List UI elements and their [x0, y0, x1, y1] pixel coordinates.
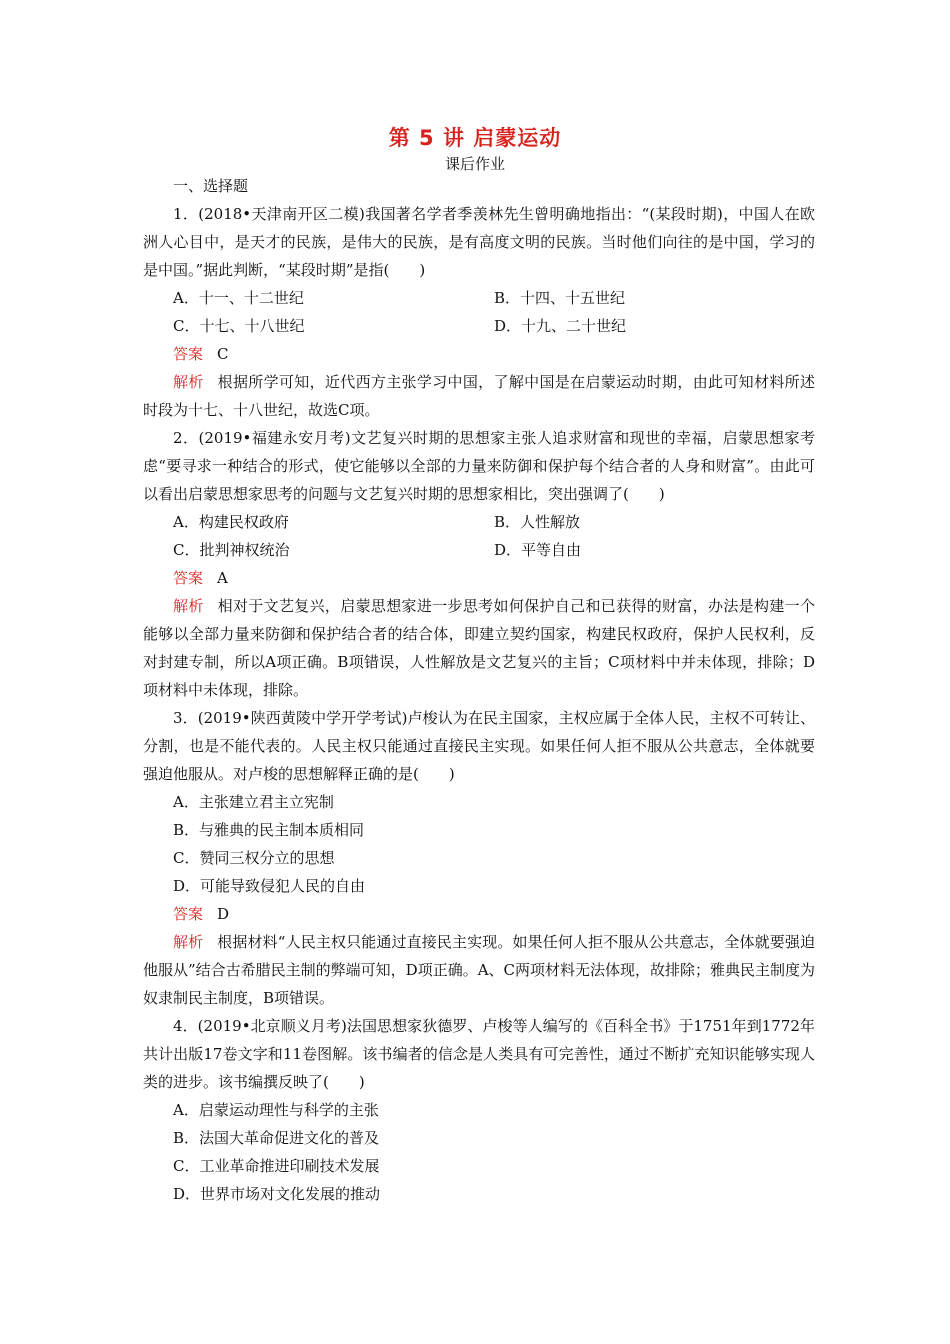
- option-c: C．工业革命推进印刷技术发展: [173, 1157, 380, 1175]
- answer-value: C: [217, 345, 229, 363]
- question-3-answer: [143, 900, 815, 928]
- answer-label: 答案: [173, 569, 204, 587]
- question-1-answer: [143, 340, 815, 368]
- analysis-label: 解析: [173, 933, 204, 951]
- option-b: B．人性解放: [494, 513, 581, 531]
- option-a: A．十一、十二世纪: [173, 289, 304, 307]
- analysis-text: 根据所学可知，近代西方主张学习中国，了解中国是在启蒙运动时期，由此可知材料所述时段为十七、十八世纪，故选C项。: [143, 373, 815, 419]
- section-heading: 一、选择题: [173, 177, 249, 195]
- question-3-stem: 3．(2019•陕西黄陵中学开学考试)卢梭认为在民主国家，主权应属于全体人民，主权不可转让、分割，也是不能代表的。人民主权只能通过直接民主实现。如果任何人拒不服从公共意志，全体就要强迫他服从。对卢梭的思想解释正确的是( ): [143, 709, 815, 783]
- option-d: D．十九、二十世纪: [494, 317, 627, 335]
- question-4-stem: 4．(2019•北京顺义月考)法国思想家狄德罗、卢梭等人编写的《百科全书》于1751年到1772年共计出版17卷文字和11卷图解。该书编者的信念是人类具有可完善性，通过不断扩充知识能够实现人类的进步。该书编撰反映了( ): [143, 1017, 815, 1091]
- question-1-options-row-2: [143, 312, 815, 340]
- option-d: D．可能导致侵犯人民的自由: [173, 877, 366, 895]
- question-2-options-row-2: [143, 536, 815, 564]
- analysis-label: 解析: [173, 597, 204, 615]
- page-subtitle: 课后作业: [444, 155, 505, 173]
- question-2-answer: [143, 564, 815, 592]
- option-a: A．构建民权政府: [173, 513, 289, 531]
- answer-label: 答案: [173, 345, 204, 363]
- option-b: B．法国大革命促进文化的普及: [173, 1129, 380, 1147]
- answer-value: D: [217, 905, 230, 923]
- option-d: D．平等自由: [494, 541, 582, 559]
- document-body: [143, 172, 815, 1208]
- answer-value: A: [217, 569, 228, 587]
- page-title: 第 5 讲 启蒙运动: [388, 126, 562, 150]
- option-c: C．赞同三权分立的思想: [173, 849, 335, 867]
- option-b: B．与雅典的民主制本质相同: [173, 821, 365, 839]
- option-c: C．十七、十八世纪: [173, 317, 305, 335]
- option-b: B．十四、十五世纪: [494, 289, 626, 307]
- option-a: A．主张建立君主立宪制: [173, 793, 334, 811]
- question-1-analysis: [143, 368, 815, 424]
- question-3-analysis: [143, 928, 815, 1012]
- analysis-text: 相对于文艺复兴，启蒙思想家进一步思考如何保护自己和已获得的财富，办法是构建一个能够以全部力量来防御和保护结合者的结合体，即建立契约国家，构建民权政府，保护人民权利，反对封建专制，所以A项正确。B项错误，人性解放是文艺复兴的主旨；C项材料中并未体现，排除；D项材料中未体现，排除。: [143, 597, 815, 699]
- question-2-analysis: [143, 592, 815, 704]
- analysis-label: 解析: [173, 373, 204, 391]
- question-2-stem: 2．(2019•福建永安月考)文艺复兴时期的思想家主张人追求财富和现世的幸福，启蒙思想家考虑“要寻求一种结合的形式，使它能够以全部的力量来防御和保护每个结合者的人身和财富”。由此可以看出启蒙思想家思考的问题与文艺复兴时期的思想家相比，突出强调了( ): [143, 429, 815, 503]
- option-c: C．批判神权统治: [173, 541, 290, 559]
- option-a: A．启蒙运动理性与科学的主张: [173, 1101, 379, 1119]
- analysis-text: 根据材料“人民主权只能通过直接民主实现。如果任何人拒不服从公共意志，全体就要强迫他服从”结合古希腊民主制的弊端可知，D项正确。A、C两项材料无法体现，故排除；雅典民主制度为奴隶制民主制度，B项错误。: [143, 933, 816, 1007]
- question-1-stem: 1．(2018•天津南开区二模)我国著名学者季羡林先生曾明确地指出：“(某段时期)，中国人在欧洲人心目中，是天才的民族，是伟大的民族，是有高度文明的民族。当时他们向往的是中国，学习的是中国。”据此判断，“某段时期”是指( ): [143, 205, 815, 279]
- question-1-options-row-1: [143, 284, 815, 312]
- option-d: D．世界市场对文化发展的推动: [173, 1185, 381, 1203]
- question-2-options-row-1: [143, 508, 815, 536]
- answer-label: 答案: [173, 905, 204, 923]
